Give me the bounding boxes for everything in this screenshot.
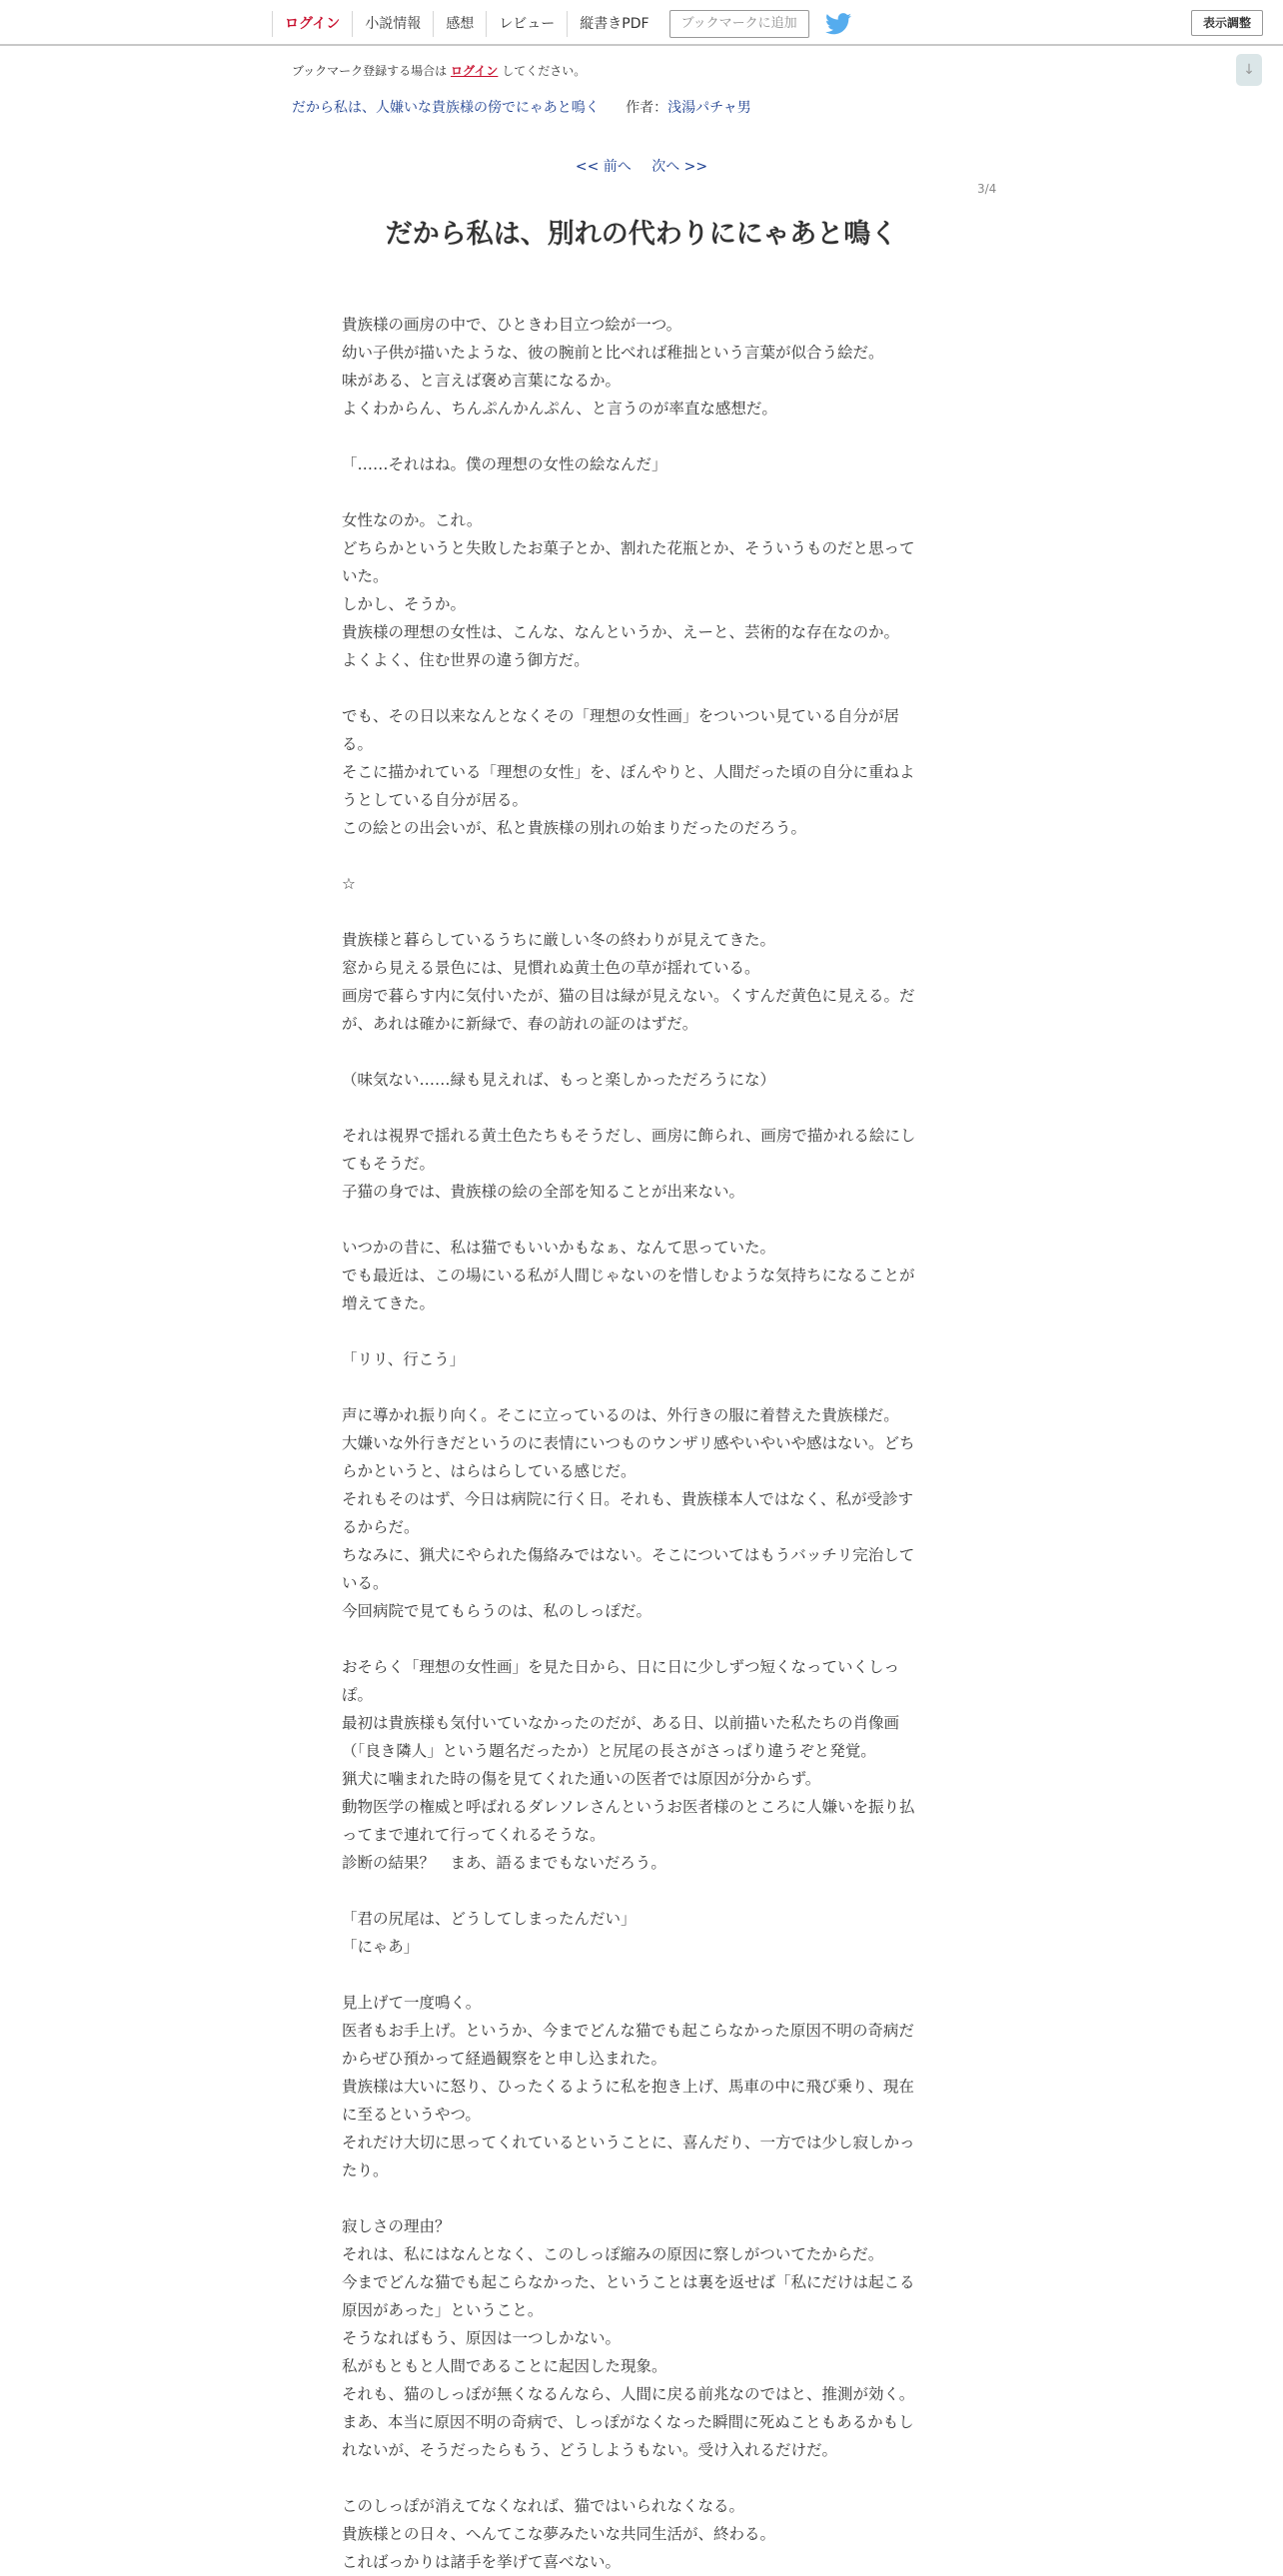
body-line: 増えてきた。 bbox=[342, 1294, 436, 1312]
login-link[interactable]: ログイン bbox=[272, 11, 352, 37]
body-line: が、あれは確かに新緑で、春の訪れの証のはずだ。 bbox=[342, 1015, 698, 1033]
body-line: 動物医学の権威と呼ばれるダレソレさんというお医者様のところに人嫌いを振り払 bbox=[342, 1798, 915, 1816]
body-line: 貴族様は大いに怒り、ひったくるように私を抱き上げ、馬車の中に飛び乗り、現在 bbox=[342, 2078, 914, 2096]
vertical-pdf-link[interactable]: 縦書きPDF bbox=[567, 11, 660, 37]
body-line: この絵との出会いが、私と貴族様の別れの始まりだったのだろう。 bbox=[342, 819, 807, 837]
body-line: でも最近は、この場にいる私が人間じゃないのを惜しむような気持ちになることが bbox=[342, 1267, 915, 1285]
body-line: ☆ bbox=[342, 875, 356, 893]
body-line bbox=[342, 423, 941, 450]
body-line: いた。 bbox=[342, 567, 389, 585]
body-line: 画房で暮らす内に気付いたが、猫の目は緑が見えない。くすんだ黄色に見える。だ bbox=[342, 987, 915, 1005]
body-line: そこに描かれている「理想の女性」を、ぼんやりと、人間だった頃の自分に重ねよ bbox=[342, 763, 915, 781]
body-line: このしっぽが消えてなくなれば、猫ではいられなくなる。 bbox=[342, 2497, 745, 2515]
body-line: まあ、本当に原因不明の奇病で、しっぽがなくなった瞬間に死ぬこともあるかもし bbox=[342, 2413, 914, 2431]
body-line: いつかの昔に、私は猫でもいいかもなぁ、なんて思っていた。 bbox=[342, 1239, 776, 1257]
body-line: （味気ない……緑も見えれば、もっと楽しかっただろうにな） bbox=[342, 1071, 776, 1089]
body-line: 診断の結果？ まあ、語るまでもないだろう。 bbox=[342, 1854, 666, 1872]
body-line bbox=[342, 1961, 941, 1989]
body-line: 貴族様の理想の女性は、こんな、なんというか、えーと、芸術的な存在なのか。 bbox=[342, 623, 900, 641]
top-navigation-bar bbox=[0, 0, 1283, 46]
login-note-prefix: ブックマーク登録する場合は bbox=[292, 64, 448, 78]
scroll-down-button[interactable]: ↓ bbox=[1236, 54, 1262, 86]
body-line: ってまで連れて行ってくれるそうな。 bbox=[342, 1826, 606, 1844]
body-line bbox=[342, 1038, 941, 1066]
body-line: に至るというやつ。 bbox=[342, 2106, 481, 2124]
body-line: それは、私にはなんとなく、このしっぽ縮みの原因に察しがついてたからだ。 bbox=[342, 2245, 884, 2263]
author-link[interactable]: 浅湯パチャ男 bbox=[667, 100, 751, 116]
body-line: 子猫の身では、貴族様の絵の全部を知ることが出来ない。 bbox=[342, 1183, 745, 1201]
chapter-title: だから私は、別れの代わりににゃあと鳴く bbox=[385, 219, 898, 250]
body-line bbox=[342, 1317, 941, 1345]
body-line: ちなみに、猟犬にやられた傷絡みではない。そこについてはもうバッチリ完治して bbox=[342, 1546, 915, 1564]
body-line: ぽ。 bbox=[342, 1686, 374, 1704]
body-line: 声に導かれ振り向く。そこに立っているのは、外行きの服に着替えた貴族様だ。 bbox=[342, 1406, 899, 1424]
twitter-bird-icon[interactable] bbox=[825, 13, 851, 35]
display-settings-button[interactable]: 表示調整 bbox=[1191, 10, 1263, 36]
body-line: るからだ。 bbox=[342, 1518, 420, 1536]
body-line: 味がある、と言えば褒め言葉になるか。 bbox=[342, 372, 622, 390]
chapter-pager bbox=[0, 156, 1283, 176]
novel-meta bbox=[292, 97, 751, 117]
body-line bbox=[342, 478, 941, 506]
series-title-link[interactable]: だから私は、人嫌いな貴族様の傍でにゃあと鳴く bbox=[292, 100, 600, 116]
body-line: 大嫌いな外行きだというのに表情にいつものウンザリ感やいやいや感はない。どち bbox=[342, 1434, 915, 1452]
body-line bbox=[342, 2464, 941, 2492]
impressions-link[interactable]: 感想 bbox=[433, 11, 486, 37]
page-count: 3/4 bbox=[977, 182, 997, 196]
bookmark-login-note bbox=[292, 62, 586, 79]
author-label: 作者： bbox=[626, 100, 668, 116]
body-line: 今回病院で見てもらうのは、私のしっぽだ。 bbox=[342, 1602, 652, 1620]
body-line: 女性なのか。これ。 bbox=[342, 511, 483, 529]
body-line: 「……それはね。僕の理想の女性の絵なんだ」 bbox=[342, 455, 667, 473]
body-line bbox=[342, 1373, 941, 1401]
body-line: よくわからん、ちんぷんかんぷん、と言うのが率直な感想だ。 bbox=[342, 400, 777, 418]
login-note-suffix: してください。 bbox=[502, 64, 587, 78]
twitter-bird-svg bbox=[825, 13, 851, 35]
review-link[interactable]: レビュー bbox=[486, 11, 567, 37]
body-line: 寂しさの理由？ bbox=[342, 2217, 451, 2235]
body-line: る。 bbox=[342, 735, 374, 753]
prev-chapter-link[interactable]: << 前へ bbox=[575, 159, 632, 175]
body-line: 貴族様との日々、へんてこな夢みたいな共同生活が、終わる。 bbox=[342, 2525, 776, 2543]
body-line: （「良き隣人」という題名だったか）と尻尾の長さがさっぱり違うぞと発覚。 bbox=[342, 1742, 876, 1760]
nav-menu bbox=[272, 9, 851, 39]
novel-info-link[interactable]: 小説情報 bbox=[352, 11, 433, 37]
body-line bbox=[342, 1206, 941, 1234]
body-line: どちらかというと失敗したお菓子とか、割れた花瓶とか、そういうものだと思って bbox=[342, 539, 915, 557]
body-line: れないが、そうだったらもう、どうしようもない。受け入れるだけだ。 bbox=[342, 2441, 838, 2459]
body-line: 窓から見える景色には、見慣れぬ黄土色の草が揺れている。 bbox=[342, 959, 760, 977]
body-line: それもそのはず、今日は病院に行く日。それも、貴族様本人ではなく、私が受診す bbox=[342, 1490, 913, 1508]
body-line: てもそうだ。 bbox=[342, 1155, 436, 1173]
body-line bbox=[342, 1094, 941, 1122]
body-line: たり。 bbox=[342, 2161, 389, 2179]
body-line: 「リリ、行こう」 bbox=[342, 1350, 466, 1368]
body-line: それは視界で揺れる黄土色たちもそうだし、画房に飾られ、画房で描かれる絵にし bbox=[342, 1127, 916, 1145]
body-line: 私がもともと人間であることに起因した現象。 bbox=[342, 2357, 667, 2375]
body-line: 「にゃあ」 bbox=[342, 1938, 420, 1956]
body-line: それも、猫のしっぽが無くなるんなら、人間に戻る前兆なのではと、推測が効く。 bbox=[342, 2385, 915, 2403]
body-line: でも、その日以来なんとなくその「理想の女性画」をついつい見ている自分が居 bbox=[342, 707, 900, 725]
body-line: らかというと、はらはらしている感じだ。 bbox=[342, 1462, 637, 1480]
body-line bbox=[342, 1625, 941, 1653]
body-line: からぜひ預かって経過観察をと申し込まれた。 bbox=[342, 2050, 667, 2068]
body-line: 貴族様と暮らしているうちに厳しい冬の終わりが見えてきた。 bbox=[342, 931, 776, 949]
body-line: 原因があった」ということ。 bbox=[342, 2301, 544, 2319]
body-line: そうなればもう、原因は一つしかない。 bbox=[342, 2329, 622, 2347]
body-line: しかし、そうか。 bbox=[342, 595, 467, 613]
body-line bbox=[342, 674, 941, 702]
body-line: それだけ大切に思ってくれているということに、喜んだり、一方では少し寂しかっ bbox=[342, 2134, 915, 2151]
body-line: こればっかりは諸手を挙げて喜べない。 bbox=[342, 2553, 622, 2571]
login-note-link[interactable]: ログイン bbox=[451, 64, 499, 78]
body-line: 医者もお手上げ。というか、今までどんな猫でも起こらなかった原因不明の奇病だ bbox=[342, 2022, 914, 2040]
novel-body bbox=[342, 311, 941, 2576]
next-chapter-link[interactable]: 次へ >> bbox=[651, 159, 708, 175]
body-line: 貴族様の画房の中で、ひときわ目立つ絵が一つ。 bbox=[342, 316, 682, 334]
body-line bbox=[342, 1877, 941, 1905]
body-line: 今までどんな猫でも起こらなかった、ということは裏を返せば「私にだけは起こる bbox=[342, 2273, 915, 2291]
body-line: おそらく「理想の女性画」を見た日から、日に日に少しずつ短くなっていくしっ bbox=[342, 1658, 900, 1676]
body-line bbox=[342, 2184, 941, 2212]
body-line: 幼い子供が描いたような、彼の腕前と比べれば稚拙という言葉が似合う絵だ。 bbox=[342, 344, 884, 362]
add-bookmark-button[interactable]: ブックマークに追加 bbox=[669, 10, 809, 38]
body-line: よくよく、住む世界の違う御方だ。 bbox=[342, 651, 590, 669]
body-line: うとしている自分が居る。 bbox=[342, 791, 529, 809]
body-line bbox=[342, 898, 941, 926]
body-line: 最初は貴族様も気付いていなかったのだが、ある日、以前描いた私たちの肖像画 bbox=[342, 1714, 900, 1732]
body-line: 猟犬に噛まれた時の傷を見てくれた通いの医者では原因が分からず。 bbox=[342, 1770, 821, 1788]
body-line: いる。 bbox=[342, 1574, 389, 1592]
body-line: 「君の尻尾は、どうしてしまったんだい」 bbox=[342, 1910, 637, 1928]
body-line: 見上げて一度鳴く。 bbox=[342, 1994, 482, 2012]
body-line bbox=[342, 842, 941, 870]
